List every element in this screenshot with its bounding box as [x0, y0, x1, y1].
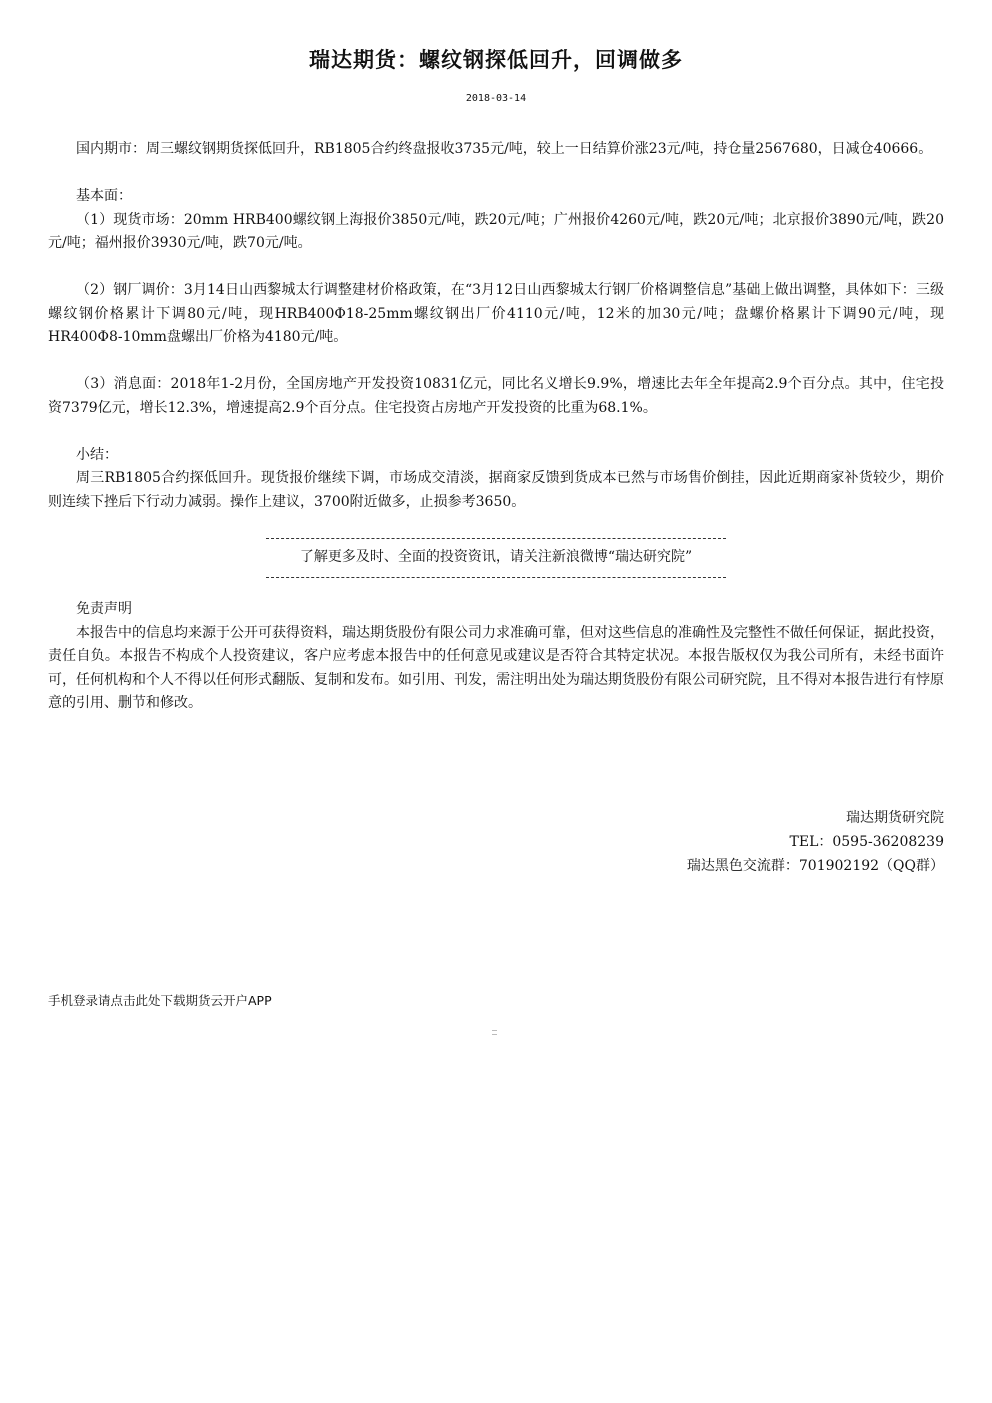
report-title: 瑞达期货：螺纹钢探低回升，回调做多	[309, 48, 683, 72]
app-download-link[interactable]: 手机登录请点击此处下载期货云开户APP	[48, 993, 272, 1008]
disclaimer-heading: 免责声明	[76, 601, 132, 617]
market-paragraph: 国内期市：周三螺纹钢期货探低回升，RB1805合约终盘报收3735元/吨，较上一日结算价涨23元/吨，持仓量2567680，日减仓40666。	[76, 141, 933, 157]
promo-text: 了解更多及时、全面的投资资讯，请关注新浪微博“瑞达研究院”	[299, 548, 693, 565]
summary-heading: 小结：	[76, 446, 118, 463]
report-body	[48, 138, 944, 739]
signature-tel: TEL：0595-36208239	[789, 834, 944, 850]
report-date: 2018-03-14	[465, 93, 527, 104]
disclaimer-paragraph: 本报告中的信息均来源于公开可获得资料，瑞达期货股份有限公司力求准确可靠，但对这些信息的准确性及完整性不做任何保证，据此投资，责任自负。本报告不构成个人投资建议，客户应考虑本报告中的任何意见或建议是否符合其特定状况。本报告版权仅为我公司所有，未经书面许可，任何机构和个人不得以任何形式翻版、复制和发布。如引用、刊发，需注明出处为瑞达期货股份有限公司研究院，且不得对本报告进行有悖原意的引用、删节和修改。	[48, 624, 944, 711]
fundamentals-section	[48, 185, 944, 256]
fundamentals-heading: 基本面：	[76, 188, 132, 204]
signature-org: 瑞达期货研究院	[846, 810, 944, 826]
news-paragraph: （3）消息面：2018年1-2月份，全国房地产开发投资10831亿元，同比名义增长9.9%，增速比去年全年提高2.9个百分点。其中，住宅投资7379亿元，增长12.3%，增速提高2.9个百分点。住宅投资占房地产开发投资的比重为68.1%。	[48, 376, 944, 416]
summary-section	[48, 444, 944, 515]
promo-divider-bottom	[266, 577, 726, 578]
summary-paragraph: 周三RB1805合约探低回升。现货报价继续下调，市场成交清淡，据商家反馈到货成本已然与市场售价倒挂，因此近期商家补货较少，期价则连续下挫后下行动力减弱。操作上建议，3700附近做多，止损参考3650。	[48, 470, 944, 510]
signature-block	[687, 806, 944, 878]
spot-market-paragraph: （1）现货市场：20mm HRB400螺纹钢上海报价3850元/吨，跌20元/吨；广州报价4260元/吨，跌20元/吨；北京报价3890元/吨，跌20元/吨；福州报价3930元/吨，跌70元/吨。	[48, 211, 944, 251]
mill-price-paragraph: （2）钢厂调价：3月14日山西黎城太行调整建材价格政策，在“3月12日山西黎城太行钢厂价格调整信息”基础上做出调整，具体如下：三级螺纹钢价格累计下调80元/吨，现HRB400Φ18-25mm螺纹钢出厂价4110元/吨，12米的加30元/吨；盘螺价格累计下调90元/吨，现HR400Φ8-10mm盘螺出厂价格为4180元/吨。	[48, 282, 944, 345]
disclaimer-section	[48, 598, 944, 716]
page-mark	[492, 1030, 497, 1035]
promo-divider-top	[266, 538, 726, 539]
weibo-promo	[48, 538, 944, 579]
signature-group: 瑞达黑色交流群：701902192（QQ群）	[686, 858, 944, 874]
